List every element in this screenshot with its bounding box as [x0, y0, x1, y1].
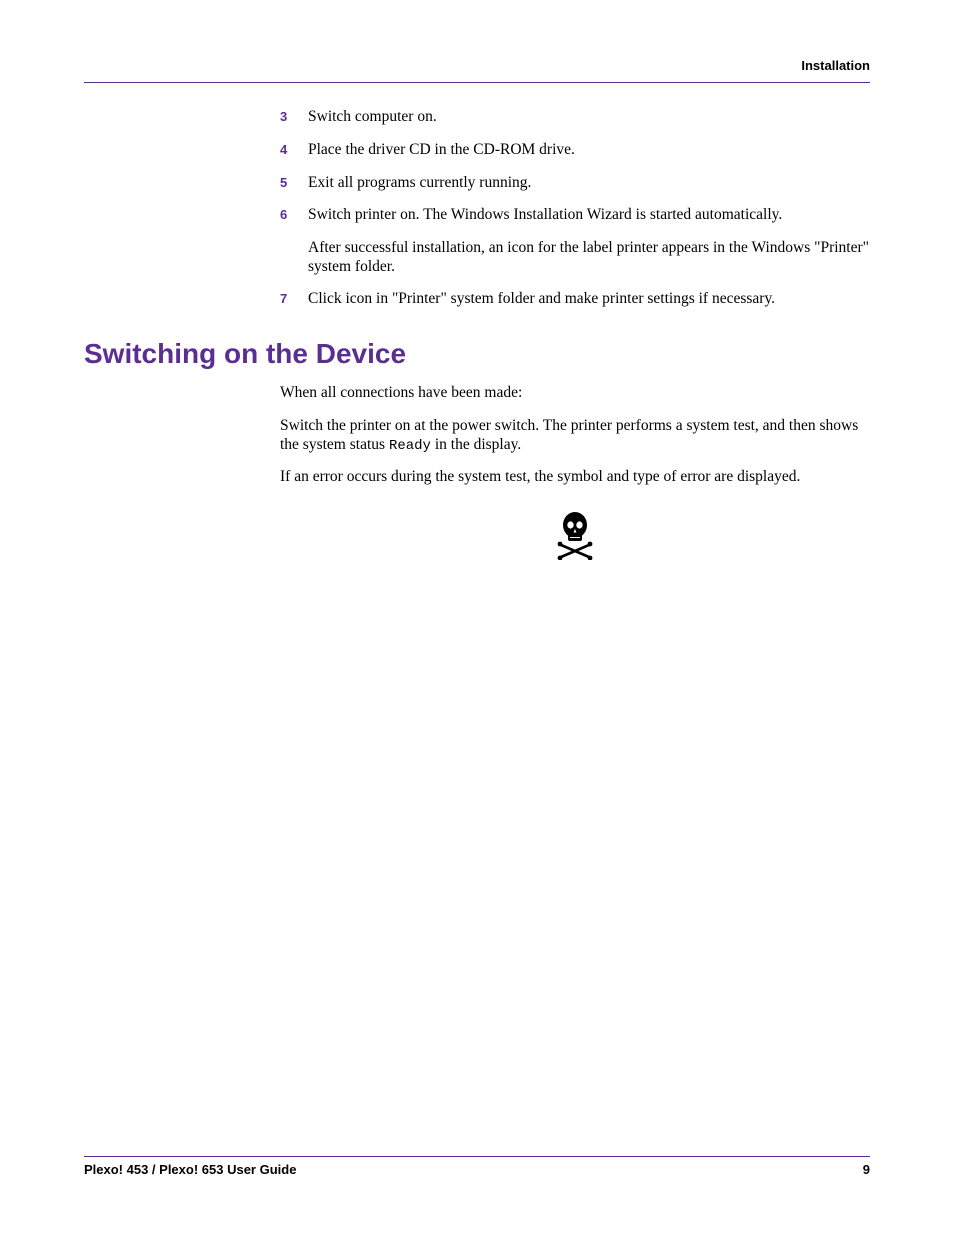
step-number: 3 — [280, 109, 288, 124]
footer-title: Plexo! 453 / Plexo! 653 User Guide — [84, 1162, 297, 1177]
skull-crossbones-icon — [556, 510, 594, 560]
section-intro: When all connections have been made: — [280, 384, 523, 401]
step-number: 7 — [280, 291, 288, 306]
step-text: Switch computer on. — [308, 108, 437, 125]
page-number: 9 — [862, 1162, 870, 1177]
step-text: Place the driver CD in the CD-ROM drive. — [308, 141, 575, 158]
step-number: 6 — [280, 207, 288, 222]
running-header: Installation — [801, 58, 870, 73]
step-number: 5 — [280, 175, 288, 190]
power-on-paragraph — [280, 416, 872, 456]
step-number: 4 — [280, 142, 288, 157]
power-on-text-start: Switch the printer on at the power switch. The printer performs a system test, and then shows the system status — [280, 417, 859, 453]
power-on-text-end: in the display. — [430, 436, 522, 453]
error-paragraph: If an error occurs during the system test, the symbol and type of error are displayed. — [280, 468, 801, 485]
status-ready-code: Ready — [388, 438, 431, 454]
footer-divider — [84, 1156, 870, 1157]
section-heading: Switching on the Device — [84, 338, 407, 369]
step-text: Switch printer on. The Windows Installation Wizard is started automatically. — [308, 206, 783, 223]
header-divider — [84, 82, 870, 83]
step-text: Exit all programs currently running. — [308, 174, 532, 191]
step-6-note: After successful installation, an icon for the label printer appears in the Windows "Printer" system folder. — [308, 239, 869, 275]
step-text: Click icon in "Printer" system folder and make printer settings if necessary. — [308, 290, 776, 307]
